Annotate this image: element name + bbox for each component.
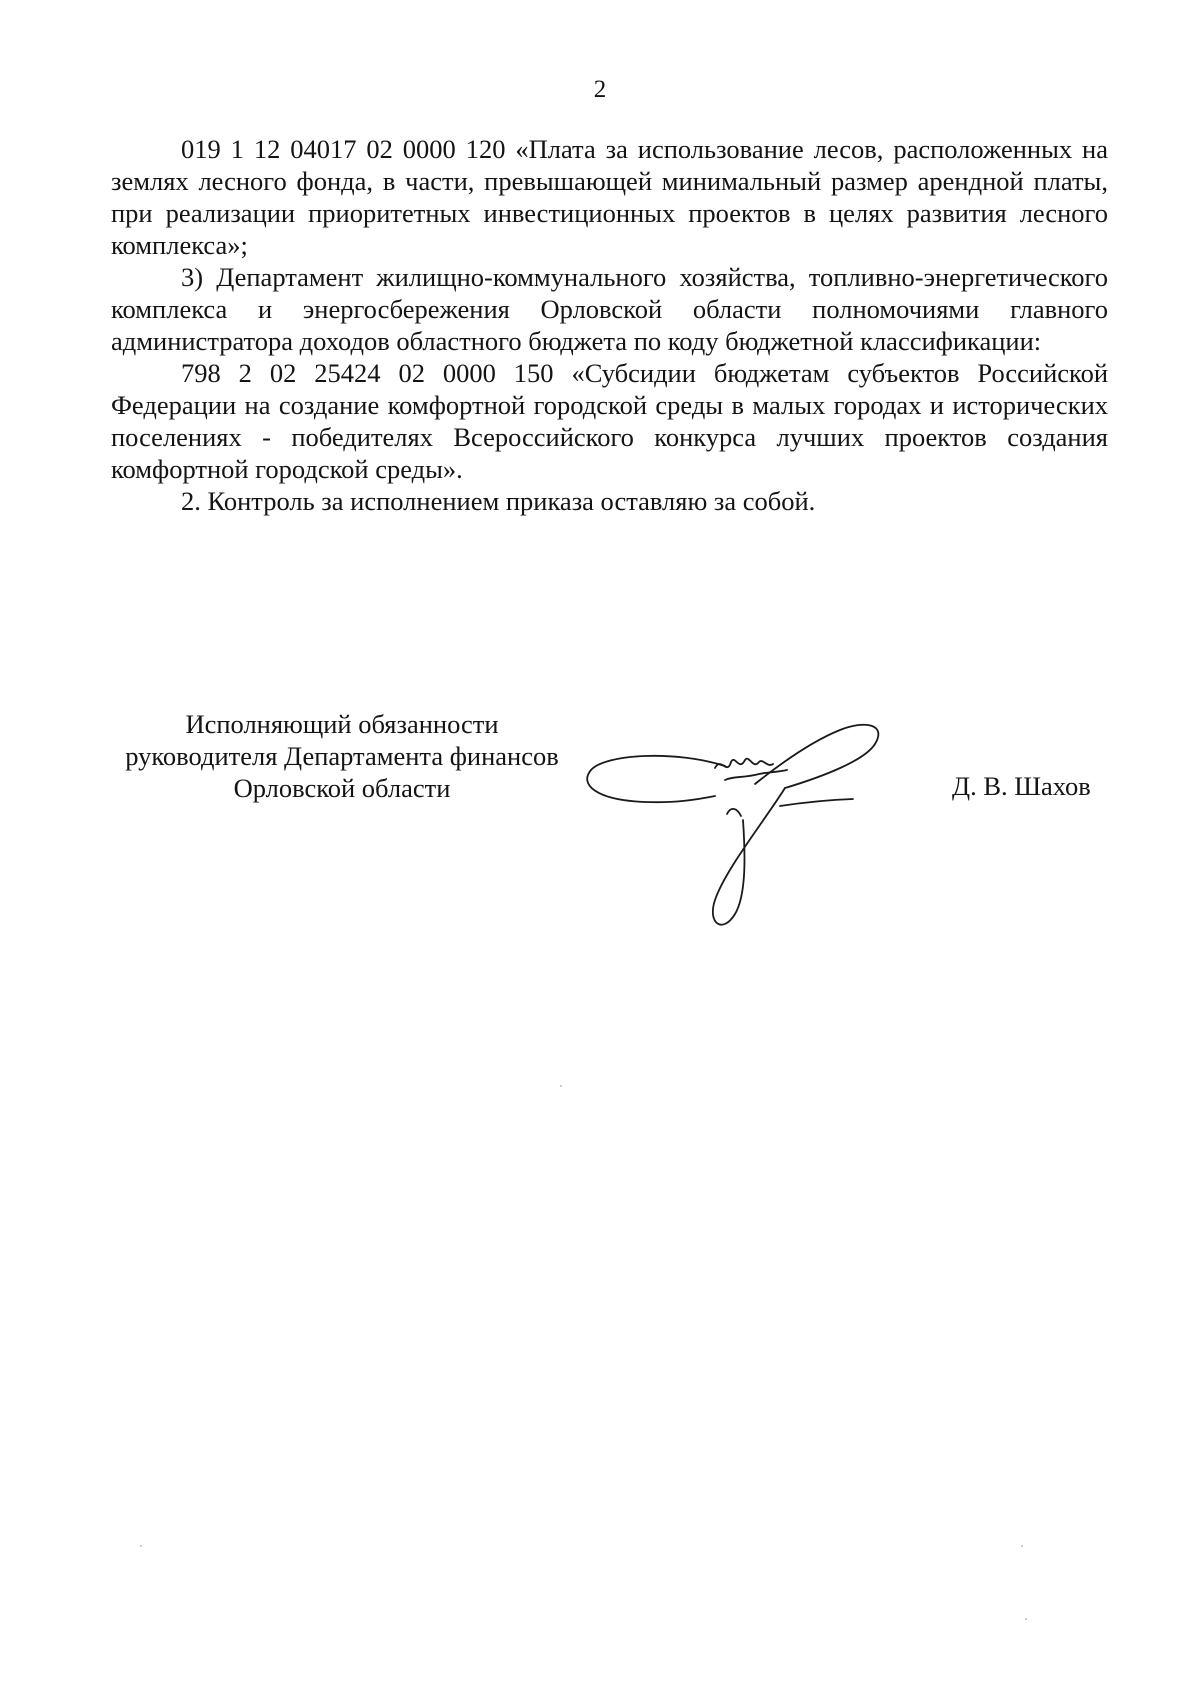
scan-speck [1021,1545,1023,1547]
page-number: 2 [593,76,607,103]
position-line-1: Исполняющий обязанности [185,709,499,739]
position-line-3: Орловской области [233,773,451,803]
position-line-2: руководителя Департамента финансов [125,741,559,771]
handwritten-signature [575,710,885,940]
signer-name: Д. В. Шахов [952,771,1091,801]
document-body [111,133,1108,517]
paragraph-housing-department: 3) Департамент жилищно-коммунального хозяйства, топливно-энергетического комплекса и энергосбережения Орловской области полномочиями главного администратора доходов областного бюджета по коду бюджетной классификации: [111,262,1108,356]
scan-speck [1025,1618,1027,1620]
signatory-position [96,708,588,804]
scan-speck [560,1085,562,1087]
paragraph-subsidy-code: 798 2 02 25424 02 0000 150 «Субсидии бюджетам субъектов Российской Федерации на создание комфортной городской среды в малых городах и исторических поселениях - победителях Всероссийского конкурса лучших проектов создания комфортной городской среды». [111,358,1108,484]
scan-speck [140,1545,142,1547]
paragraph-forest-fee-code: 019 1 12 04017 02 0000 120 «Плата за использование лесов, расположенных на землях лесного фонда, в части, превышающей минимальный размер арендной платы, при реализации приоритетных инвестиционных проектов в целях развития лесного комплекса»; [111,134,1108,260]
paragraph-control-clause: 2. Контроль за исполнением приказа оставляю за собой. [181,486,816,516]
